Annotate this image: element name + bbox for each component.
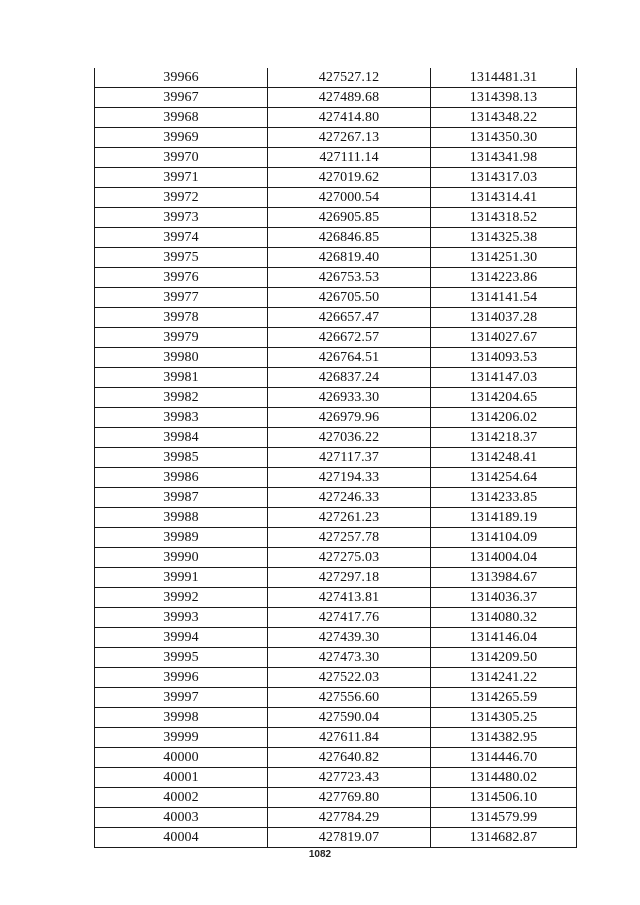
table-row — [95, 748, 577, 768]
y-coordinate-cell: 1314189.19 — [431, 508, 577, 528]
x-coordinate-cell: 427819.07 — [268, 828, 431, 848]
page-number: 1082 — [308, 849, 332, 860]
table-row — [95, 308, 577, 328]
y-coordinate-cell: 1314318.52 — [431, 208, 577, 228]
y-coordinate-cell: 1314251.30 — [431, 248, 577, 268]
table-row — [95, 548, 577, 568]
point-id-cell: 40001 — [95, 768, 268, 788]
y-coordinate-cell: 1314682.87 — [431, 828, 577, 848]
point-id-cell: 39991 — [95, 568, 268, 588]
point-id-cell: 39999 — [95, 728, 268, 748]
x-coordinate-cell: 427439.30 — [268, 628, 431, 648]
table-row — [95, 768, 577, 788]
y-coordinate-cell: 1314248.41 — [431, 448, 577, 468]
y-coordinate-cell: 1314579.99 — [431, 808, 577, 828]
y-coordinate-cell: 1314341.98 — [431, 148, 577, 168]
x-coordinate-cell: 427590.04 — [268, 708, 431, 728]
table-row — [95, 408, 577, 428]
y-coordinate-cell: 1314147.03 — [431, 368, 577, 388]
table-row — [95, 828, 577, 848]
x-coordinate-cell: 427489.68 — [268, 88, 431, 108]
coordinates-table-body — [95, 68, 577, 848]
x-coordinate-cell: 427417.76 — [268, 608, 431, 628]
x-coordinate-cell: 427640.82 — [268, 748, 431, 768]
y-coordinate-cell: 1314481.31 — [431, 68, 577, 88]
x-coordinate-cell: 427000.54 — [268, 188, 431, 208]
x-coordinate-cell: 426846.85 — [268, 228, 431, 248]
table-row — [95, 168, 577, 188]
table-row — [95, 88, 577, 108]
x-coordinate-cell: 427556.60 — [268, 688, 431, 708]
table-row — [95, 588, 577, 608]
table-row — [95, 468, 577, 488]
x-coordinate-cell: 426933.30 — [268, 388, 431, 408]
y-coordinate-cell: 1314325.38 — [431, 228, 577, 248]
point-id-cell: 39984 — [95, 428, 268, 448]
y-coordinate-cell: 1314146.04 — [431, 628, 577, 648]
point-id-cell: 39980 — [95, 348, 268, 368]
y-coordinate-cell: 1314314.41 — [431, 188, 577, 208]
x-coordinate-cell: 426672.57 — [268, 328, 431, 348]
x-coordinate-cell: 426837.24 — [268, 368, 431, 388]
table-row — [95, 388, 577, 408]
table-row — [95, 788, 577, 808]
point-id-cell: 39996 — [95, 668, 268, 688]
y-coordinate-cell: 1314265.59 — [431, 688, 577, 708]
table-row — [95, 268, 577, 288]
point-id-cell: 39985 — [95, 448, 268, 468]
point-id-cell: 39966 — [95, 68, 268, 88]
table-row — [95, 528, 577, 548]
table-row — [95, 488, 577, 508]
x-coordinate-cell: 427297.18 — [268, 568, 431, 588]
table-row — [95, 108, 577, 128]
y-coordinate-cell: 1314398.13 — [431, 88, 577, 108]
point-id-cell: 39977 — [95, 288, 268, 308]
x-coordinate-cell: 427473.30 — [268, 648, 431, 668]
table-row — [95, 148, 577, 168]
table-row — [95, 808, 577, 828]
y-coordinate-cell: 1314348.22 — [431, 108, 577, 128]
x-coordinate-cell: 427723.43 — [268, 768, 431, 788]
x-coordinate-cell: 427414.80 — [268, 108, 431, 128]
point-id-cell: 39994 — [95, 628, 268, 648]
x-coordinate-cell: 427522.03 — [268, 668, 431, 688]
x-coordinate-cell: 427413.81 — [268, 588, 431, 608]
point-id-cell: 39988 — [95, 508, 268, 528]
x-coordinate-cell: 427246.33 — [268, 488, 431, 508]
y-coordinate-cell: 1314080.32 — [431, 608, 577, 628]
y-coordinate-cell: 1314317.03 — [431, 168, 577, 188]
y-coordinate-cell: 1313984.67 — [431, 568, 577, 588]
y-coordinate-cell: 1314382.95 — [431, 728, 577, 748]
y-coordinate-cell: 1314037.28 — [431, 308, 577, 328]
y-coordinate-cell: 1314254.64 — [431, 468, 577, 488]
y-coordinate-cell: 1314027.67 — [431, 328, 577, 348]
x-coordinate-cell: 427769.80 — [268, 788, 431, 808]
point-id-cell: 39978 — [95, 308, 268, 328]
x-coordinate-cell: 426657.47 — [268, 308, 431, 328]
table-row — [95, 688, 577, 708]
point-id-cell: 40003 — [95, 808, 268, 828]
x-coordinate-cell: 427261.23 — [268, 508, 431, 528]
point-id-cell: 39982 — [95, 388, 268, 408]
point-id-cell: 39975 — [95, 248, 268, 268]
x-coordinate-cell: 427257.78 — [268, 528, 431, 548]
y-coordinate-cell: 1314141.54 — [431, 288, 577, 308]
point-id-cell: 39968 — [95, 108, 268, 128]
point-id-cell: 39993 — [95, 608, 268, 628]
coordinates-table-container — [94, 68, 576, 848]
point-id-cell: 39970 — [95, 148, 268, 168]
point-id-cell: 40000 — [95, 748, 268, 768]
x-coordinate-cell: 427117.37 — [268, 448, 431, 468]
x-coordinate-cell: 427527.12 — [268, 68, 431, 88]
table-row — [95, 348, 577, 368]
point-id-cell: 39987 — [95, 488, 268, 508]
table-row — [95, 628, 577, 648]
point-id-cell: 39971 — [95, 168, 268, 188]
point-id-cell: 39997 — [95, 688, 268, 708]
x-coordinate-cell: 427194.33 — [268, 468, 431, 488]
point-id-cell: 39976 — [95, 268, 268, 288]
table-row — [95, 68, 577, 88]
x-coordinate-cell: 426905.85 — [268, 208, 431, 228]
table-row — [95, 668, 577, 688]
y-coordinate-cell: 1314209.50 — [431, 648, 577, 668]
table-row — [95, 508, 577, 528]
y-coordinate-cell: 1314233.85 — [431, 488, 577, 508]
x-coordinate-cell: 426753.53 — [268, 268, 431, 288]
point-id-cell: 39995 — [95, 648, 268, 668]
table-row — [95, 188, 577, 208]
coordinates-table — [94, 68, 577, 848]
x-coordinate-cell: 427111.14 — [268, 148, 431, 168]
point-id-cell: 39986 — [95, 468, 268, 488]
x-coordinate-cell: 427036.22 — [268, 428, 431, 448]
point-id-cell: 39983 — [95, 408, 268, 428]
x-coordinate-cell: 427267.13 — [268, 128, 431, 148]
table-row — [95, 288, 577, 308]
y-coordinate-cell: 1314104.09 — [431, 528, 577, 548]
point-id-cell: 39974 — [95, 228, 268, 248]
table-row — [95, 448, 577, 468]
point-id-cell: 39998 — [95, 708, 268, 728]
table-row — [95, 328, 577, 348]
table-row — [95, 648, 577, 668]
table-row — [95, 728, 577, 748]
y-coordinate-cell: 1314218.37 — [431, 428, 577, 448]
x-coordinate-cell: 426705.50 — [268, 288, 431, 308]
point-id-cell: 39969 — [95, 128, 268, 148]
y-coordinate-cell: 1314004.04 — [431, 548, 577, 568]
table-row — [95, 428, 577, 448]
point-id-cell: 39989 — [95, 528, 268, 548]
table-row — [95, 568, 577, 588]
y-coordinate-cell: 1314350.30 — [431, 128, 577, 148]
point-id-cell: 39979 — [95, 328, 268, 348]
point-id-cell: 39990 — [95, 548, 268, 568]
y-coordinate-cell: 1314204.65 — [431, 388, 577, 408]
y-coordinate-cell: 1314506.10 — [431, 788, 577, 808]
table-row — [95, 248, 577, 268]
x-coordinate-cell: 426979.96 — [268, 408, 431, 428]
table-row — [95, 208, 577, 228]
table-row — [95, 368, 577, 388]
y-coordinate-cell: 1314241.22 — [431, 668, 577, 688]
y-coordinate-cell: 1314036.37 — [431, 588, 577, 608]
y-coordinate-cell: 1314223.86 — [431, 268, 577, 288]
y-coordinate-cell: 1314446.70 — [431, 748, 577, 768]
y-coordinate-cell: 1314206.02 — [431, 408, 577, 428]
point-id-cell: 39972 — [95, 188, 268, 208]
point-id-cell: 39981 — [95, 368, 268, 388]
y-coordinate-cell: 1314480.02 — [431, 768, 577, 788]
point-id-cell: 39973 — [95, 208, 268, 228]
table-row — [95, 708, 577, 728]
point-id-cell: 39992 — [95, 588, 268, 608]
x-coordinate-cell: 427611.84 — [268, 728, 431, 748]
x-coordinate-cell: 427275.03 — [268, 548, 431, 568]
x-coordinate-cell: 427019.62 — [268, 168, 431, 188]
table-row — [95, 228, 577, 248]
x-coordinate-cell: 426764.51 — [268, 348, 431, 368]
table-row — [95, 128, 577, 148]
x-coordinate-cell: 427784.29 — [268, 808, 431, 828]
table-row — [95, 608, 577, 628]
y-coordinate-cell: 1314093.53 — [431, 348, 577, 368]
point-id-cell: 39967 — [95, 88, 268, 108]
point-id-cell: 40004 — [95, 828, 268, 848]
x-coordinate-cell: 426819.40 — [268, 248, 431, 268]
point-id-cell: 40002 — [95, 788, 268, 808]
y-coordinate-cell: 1314305.25 — [431, 708, 577, 728]
